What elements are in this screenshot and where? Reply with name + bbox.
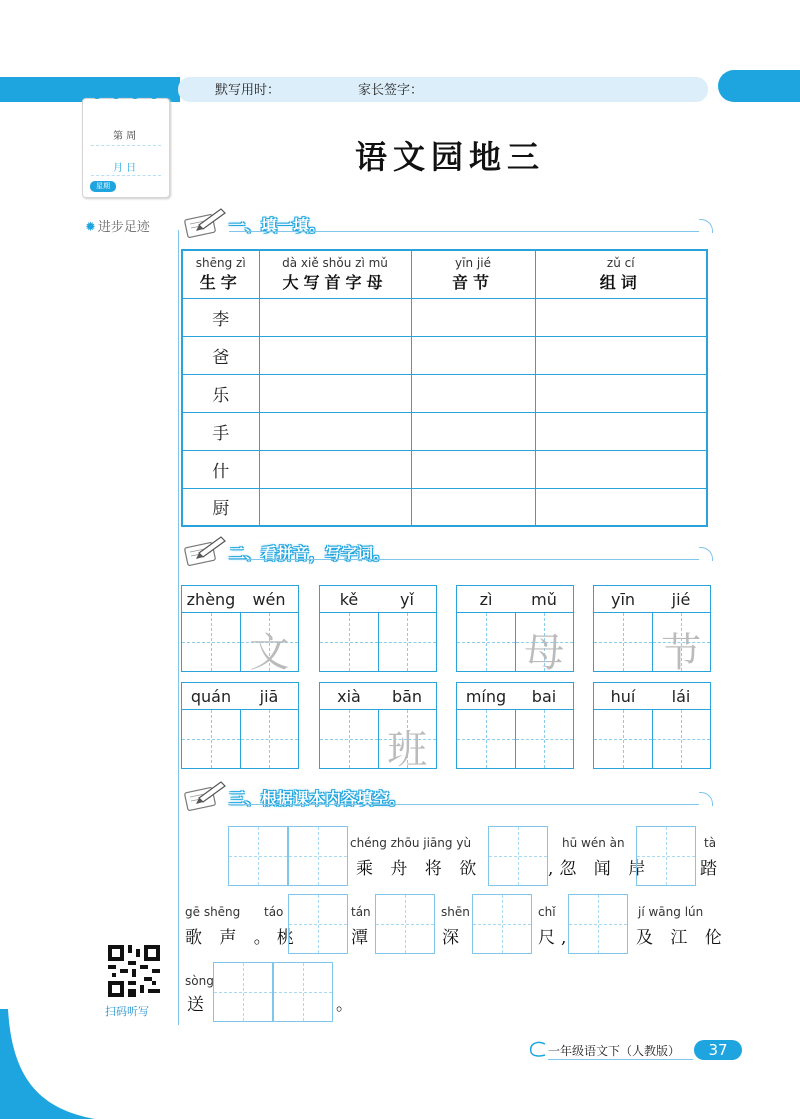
poem-text: 乘 舟 将 欲	[356, 859, 483, 879]
answer-box[interactable]	[288, 826, 348, 886]
margin-line	[178, 230, 179, 1025]
pinyin-label: yǐ	[400, 590, 414, 609]
header-cell-character: shēng zì 生字	[182, 250, 259, 298]
answer-box[interactable]	[273, 962, 333, 1022]
writing-cell[interactable]	[320, 710, 378, 768]
writing-cell[interactable]	[457, 613, 515, 671]
pencil-notebook-icon	[183, 533, 227, 567]
word-table	[181, 249, 708, 527]
page-title: 语文园地三	[354, 138, 545, 176]
section-1-heading	[183, 205, 718, 241]
header-cell-syllable: yīn jié 音节	[411, 250, 535, 298]
writing-cell[interactable]	[594, 710, 652, 768]
poem-text: 及 江 伦	[636, 928, 728, 948]
pinyin-label: jié	[671, 590, 691, 609]
table-row	[182, 412, 707, 450]
week-label: 第 周	[113, 131, 137, 142]
character-cell: 李	[182, 298, 259, 336]
pinyin-label: huí	[610, 687, 636, 706]
table-row	[182, 374, 707, 412]
header-bar-right	[718, 70, 800, 102]
character-cell: 爸	[182, 336, 259, 374]
writing-cell[interactable]	[320, 613, 378, 671]
qr-label: 扫码听写	[105, 1005, 149, 1018]
pinyin-label: lái	[671, 687, 691, 706]
pinyin-label: quán	[190, 687, 232, 706]
answer-box[interactable]	[288, 894, 348, 954]
pinyin-text: chéng zhōu jiāng yù	[350, 836, 472, 850]
answer-box[interactable]	[636, 826, 696, 886]
pinyin-label: yīn	[610, 590, 636, 609]
ring-icon	[112, 91, 120, 99]
pinyin-label: zì	[479, 590, 493, 609]
page-number: 37	[694, 1040, 742, 1060]
poem-text: 送	[187, 995, 210, 1015]
writing-cell[interactable]	[594, 613, 652, 671]
answer-cell[interactable]	[411, 412, 535, 450]
answer-box[interactable]	[213, 962, 273, 1022]
writing-group	[593, 682, 711, 769]
parent-sign-label: 家长签字：	[358, 83, 424, 98]
trace-character: 班	[387, 727, 428, 773]
answer-cell[interactable]	[411, 450, 535, 488]
footprints-icon: ✹	[85, 220, 96, 235]
pinyin-text: jí wāng lún	[638, 905, 704, 919]
weekday-badge: 星期	[90, 181, 116, 192]
writing-group	[181, 585, 299, 676]
pinyin-label: jiā	[259, 687, 279, 706]
dictation-time-label: 默写用时：	[215, 83, 281, 98]
writing-cell[interactable]	[652, 710, 711, 768]
section-3-heading	[183, 778, 718, 814]
trace-character: 母	[524, 630, 565, 676]
answer-cell[interactable]	[535, 298, 707, 336]
trace-character: 文	[249, 630, 290, 676]
section-1-title: 一、填一填。	[229, 216, 326, 235]
writing-cell[interactable]	[240, 613, 299, 676]
pinyin-label: mǔ	[531, 590, 557, 609]
pinyin-text: gē shēng	[185, 905, 241, 919]
pinyin-text: chǐ	[538, 905, 556, 919]
writing-cell[interactable]	[182, 710, 240, 768]
table-row	[182, 450, 707, 488]
book-label: 一年级语文下（人教版）	[548, 1044, 681, 1058]
answer-box[interactable]	[488, 826, 548, 886]
header-cell-capital: dà xiě shǒu zì mǔ 大写首字母	[259, 250, 411, 298]
answer-cell[interactable]	[535, 488, 707, 526]
writing-cell[interactable]	[378, 710, 437, 773]
writing-cell[interactable]	[457, 710, 515, 768]
section-2-title: 二、看拼音，写字词。	[229, 544, 390, 563]
pinyin-text: tà	[704, 836, 717, 850]
table-header-row	[182, 250, 707, 298]
writing-group	[456, 682, 574, 769]
answer-box[interactable]	[472, 894, 532, 954]
qr-code-icon[interactable]	[108, 945, 160, 997]
poem-text: 潭	[351, 928, 374, 948]
answer-cell[interactable]	[259, 298, 411, 336]
character-cell: 什	[182, 450, 259, 488]
writing-cell[interactable]	[515, 710, 574, 768]
poem-text: 踏	[700, 859, 723, 879]
poem-text: 尺,	[538, 928, 573, 948]
poem-text: 深	[442, 928, 465, 948]
trace-character: 节	[661, 630, 702, 676]
answer-cell[interactable]	[411, 336, 535, 374]
writing-group	[319, 585, 437, 672]
table-row	[182, 336, 707, 374]
character-cell: 厨	[182, 488, 259, 526]
character-cell: 乐	[182, 374, 259, 412]
pinyin-label: xià	[337, 687, 361, 706]
ring-icon	[93, 91, 101, 99]
table-row	[182, 488, 707, 526]
calendar-card	[82, 98, 170, 198]
answer-cell[interactable]	[259, 336, 411, 374]
writing-cell[interactable]	[240, 710, 299, 768]
answer-cell[interactable]	[535, 336, 707, 374]
pinyin-text: táo	[264, 905, 284, 919]
poem-text: 。	[336, 995, 359, 1015]
pinyin-text: sòng	[185, 974, 214, 988]
ring-icon	[150, 91, 158, 99]
month-day-label: 月 日	[113, 163, 137, 174]
writing-cell[interactable]	[515, 613, 574, 676]
answer-box[interactable]	[228, 826, 288, 886]
header-cell-word: zǔ cí 组词	[535, 250, 707, 298]
answer-box[interactable]	[375, 894, 435, 954]
pinyin-label: zhèng	[186, 590, 236, 609]
pinyin-text: hū wén àn	[562, 836, 625, 850]
answer-cell[interactable]	[259, 374, 411, 412]
answer-cell[interactable]	[535, 412, 707, 450]
writing-group	[593, 585, 711, 676]
answer-box[interactable]	[568, 894, 628, 954]
corner-decoration	[0, 1009, 95, 1119]
pinyin-label: kě	[339, 590, 359, 609]
character-cell: 手	[182, 412, 259, 450]
answer-cell[interactable]	[411, 374, 535, 412]
pinyin-label: wén	[252, 590, 286, 609]
answer-cell[interactable]	[535, 450, 707, 488]
answer-cell[interactable]	[259, 450, 411, 488]
answer-cell[interactable]	[259, 488, 411, 526]
section-2-heading	[183, 533, 718, 569]
writing-group	[181, 682, 299, 769]
pinyin-label: bai	[531, 687, 557, 706]
writing-cell[interactable]	[378, 613, 437, 671]
writing-group	[456, 585, 574, 676]
progress-label: 进步足迹	[97, 220, 150, 235]
pinyin-text: tán	[351, 905, 371, 919]
pencil-notebook-icon	[183, 778, 227, 812]
pencil-notebook-icon	[183, 205, 227, 239]
poem-text: ,忽 闻 岸	[548, 859, 652, 879]
answer-cell[interactable]	[535, 374, 707, 412]
progress-footprints	[85, 216, 150, 235]
pinyin-text: shēn	[441, 905, 470, 919]
table-row	[182, 298, 707, 336]
poem-text: 歌 声 。桃	[185, 928, 300, 948]
answer-cell[interactable]	[411, 298, 535, 336]
answer-cell[interactable]	[259, 412, 411, 450]
writing-cell[interactable]	[182, 613, 240, 671]
pinyin-label: bān	[391, 687, 423, 706]
section-3-title: 三、根据课本内容填空。	[229, 789, 406, 808]
curl-icon	[527, 1040, 547, 1058]
writing-group	[319, 682, 437, 773]
answer-cell[interactable]	[411, 488, 535, 526]
ring-icon	[131, 91, 139, 99]
pinyin-label: míng	[465, 687, 507, 706]
writing-cell[interactable]	[652, 613, 711, 676]
